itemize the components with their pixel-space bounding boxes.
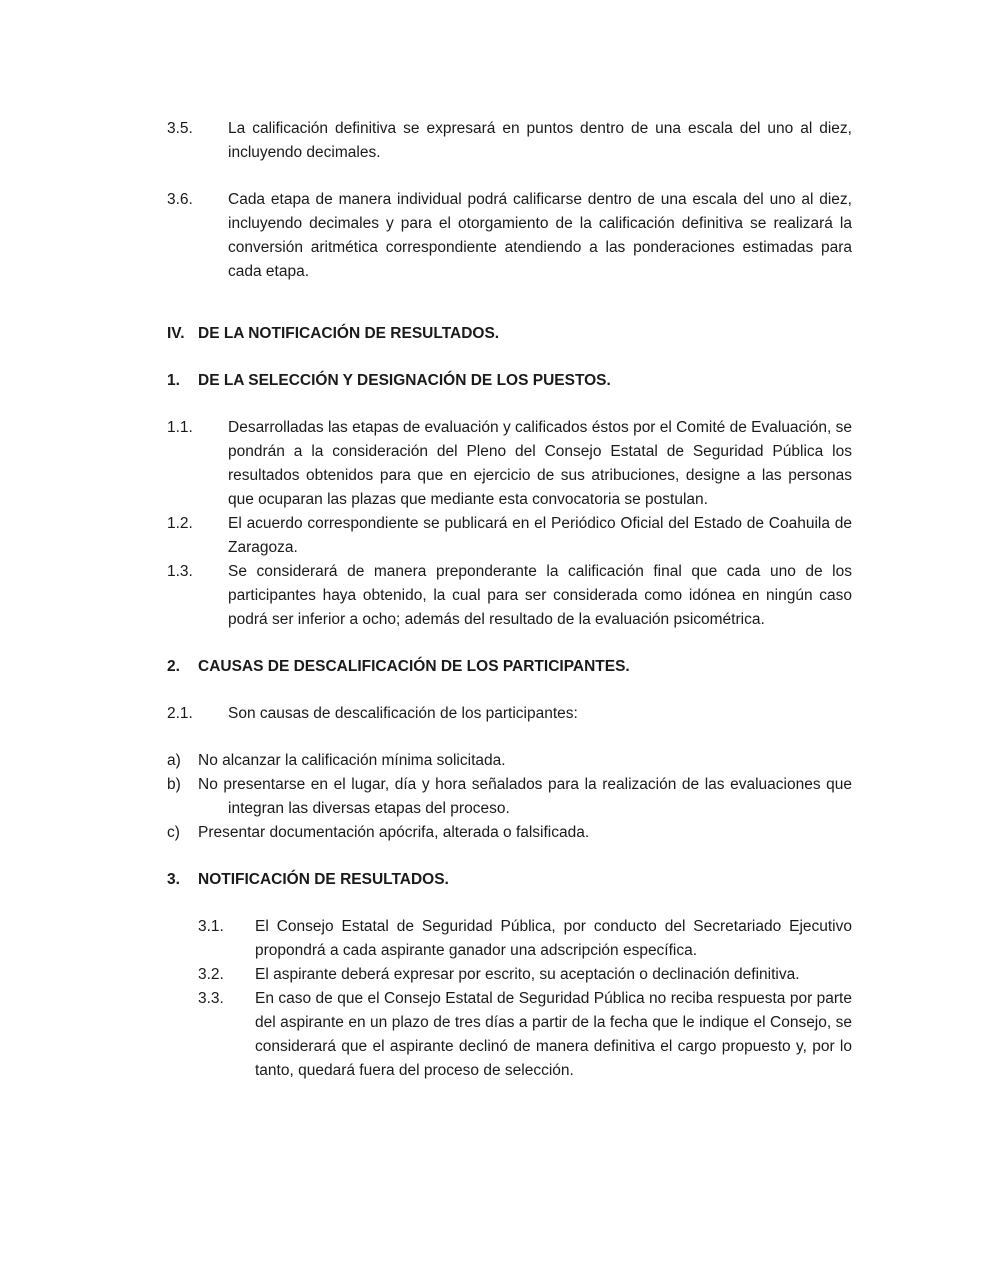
heading-text: NOTIFICACIÓN DE RESULTADOS. [198,871,449,888]
item-text: No presentarse en el lugar, día y hora señalados para la realización de las evaluaciones que integran las diversas etapas del proceso. [198,776,852,817]
item-text: Cada etapa de manera individual podrá calificarse dentro de una escala del uno al diez, incluyendo decimales y para el otorgamiento de la calificación definitiva se realizará la conversión aritmética correspondiente atendiendo a las ponderaciones estimadas para cada etapa. [228,191,852,280]
item-text: El aspirante deberá expresar por escrito, su aceptación o declinación definitiva. [255,966,800,983]
item-text: La calificación definitiva se expresará en puntos dentro de una escala del uno al diez, incluyendo decimales. [228,120,852,161]
heading-text: DE LA SELECCIÓN Y DESIGNACIÓN DE LOS PUESTOS. [198,372,611,389]
item-letter: c) [167,824,180,841]
heading-text: CAUSAS DE DESCALIFICACIÓN DE LOS PARTICIPANTES. [198,658,630,675]
section-heading-iv [167,322,852,346]
numbered-item-1-1 [167,416,852,512]
item-text: El Consejo Estatal de Seguridad Pública, por conducto del Secretariado Ejecutivo propondrá a cada aspirante ganador una adscripción específica. [255,918,852,959]
item-text: En caso de que el Consejo Estatal de Seguridad Pública no reciba respuesta por parte del aspirante en un plazo de tres días a partir de la fecha que le indique el Consejo, se considerará que el aspirante declinó de manera definitiva el cargo propuesto y, por lo tanto, quedará fuera del proceso de selección. [255,990,852,1079]
item-text: El acuerdo correspondiente se publicará en el Periódico Oficial del Estado de Coahuila de Zaragoza. [228,515,852,556]
numbered-item-3-3 [198,987,852,1083]
section-heading-3 [167,868,852,892]
item-letter: b) [167,776,181,793]
numbered-item-3-5 [167,117,852,165]
item-text: Se considerará de manera preponderante la calificación final que cada uno de los participantes haya obtenido, la cual para ser considerada como idónea en ningún caso podrá ser inferior a ocho; además del resultado de la evaluación psicométrica. [228,563,852,628]
heading-number: 3. [167,871,180,888]
item-text: Presentar documentación apócrifa, alterada o falsificada. [198,824,590,841]
heading-number: 2. [167,658,180,675]
item-number: 3.1. [198,918,224,935]
section-heading-1 [167,369,852,393]
lettered-item-a [167,749,852,773]
section-heading-2 [167,655,852,679]
numbered-item-3-6 [167,188,852,284]
numbered-item-1-3 [167,560,852,632]
numbered-item-1-2 [167,512,852,560]
item-text: Son causas de descalificación de los participantes: [228,705,578,722]
item-text: No alcanzar la calificación mínima solicitada. [198,752,506,769]
item-text: Desarrolladas las etapas de evaluación y calificados éstos por el Comité de Evaluación, se pondrán a la consideración del Pleno del Consejo Estatal de Seguridad Pública los resultados obtenidos para que en ejercicio de sus atribuciones, designe a las personas que ocuparan las plazas que mediante esta convocatoria se postulan. [228,419,852,508]
numbered-item-3-2 [198,963,852,987]
lettered-item-b [167,773,852,821]
item-number: 3.2. [198,966,224,983]
heading-text: DE LA NOTIFICACIÓN DE RESULTADOS. [198,325,500,342]
item-number: 1.1. [167,419,193,436]
item-number: 1.2. [167,515,193,532]
item-number: 1.3. [167,563,193,580]
heading-number: 1. [167,372,180,389]
numbered-item-2-1 [167,702,852,726]
item-number: 3.3. [198,990,224,1007]
numbered-item-3-1 [198,915,852,963]
item-number: 3.5. [167,120,193,137]
item-number: 2.1. [167,705,193,722]
item-number: 3.6. [167,191,193,208]
item-letter: a) [167,752,181,769]
heading-number: IV. [167,325,185,342]
lettered-item-c [167,821,852,845]
